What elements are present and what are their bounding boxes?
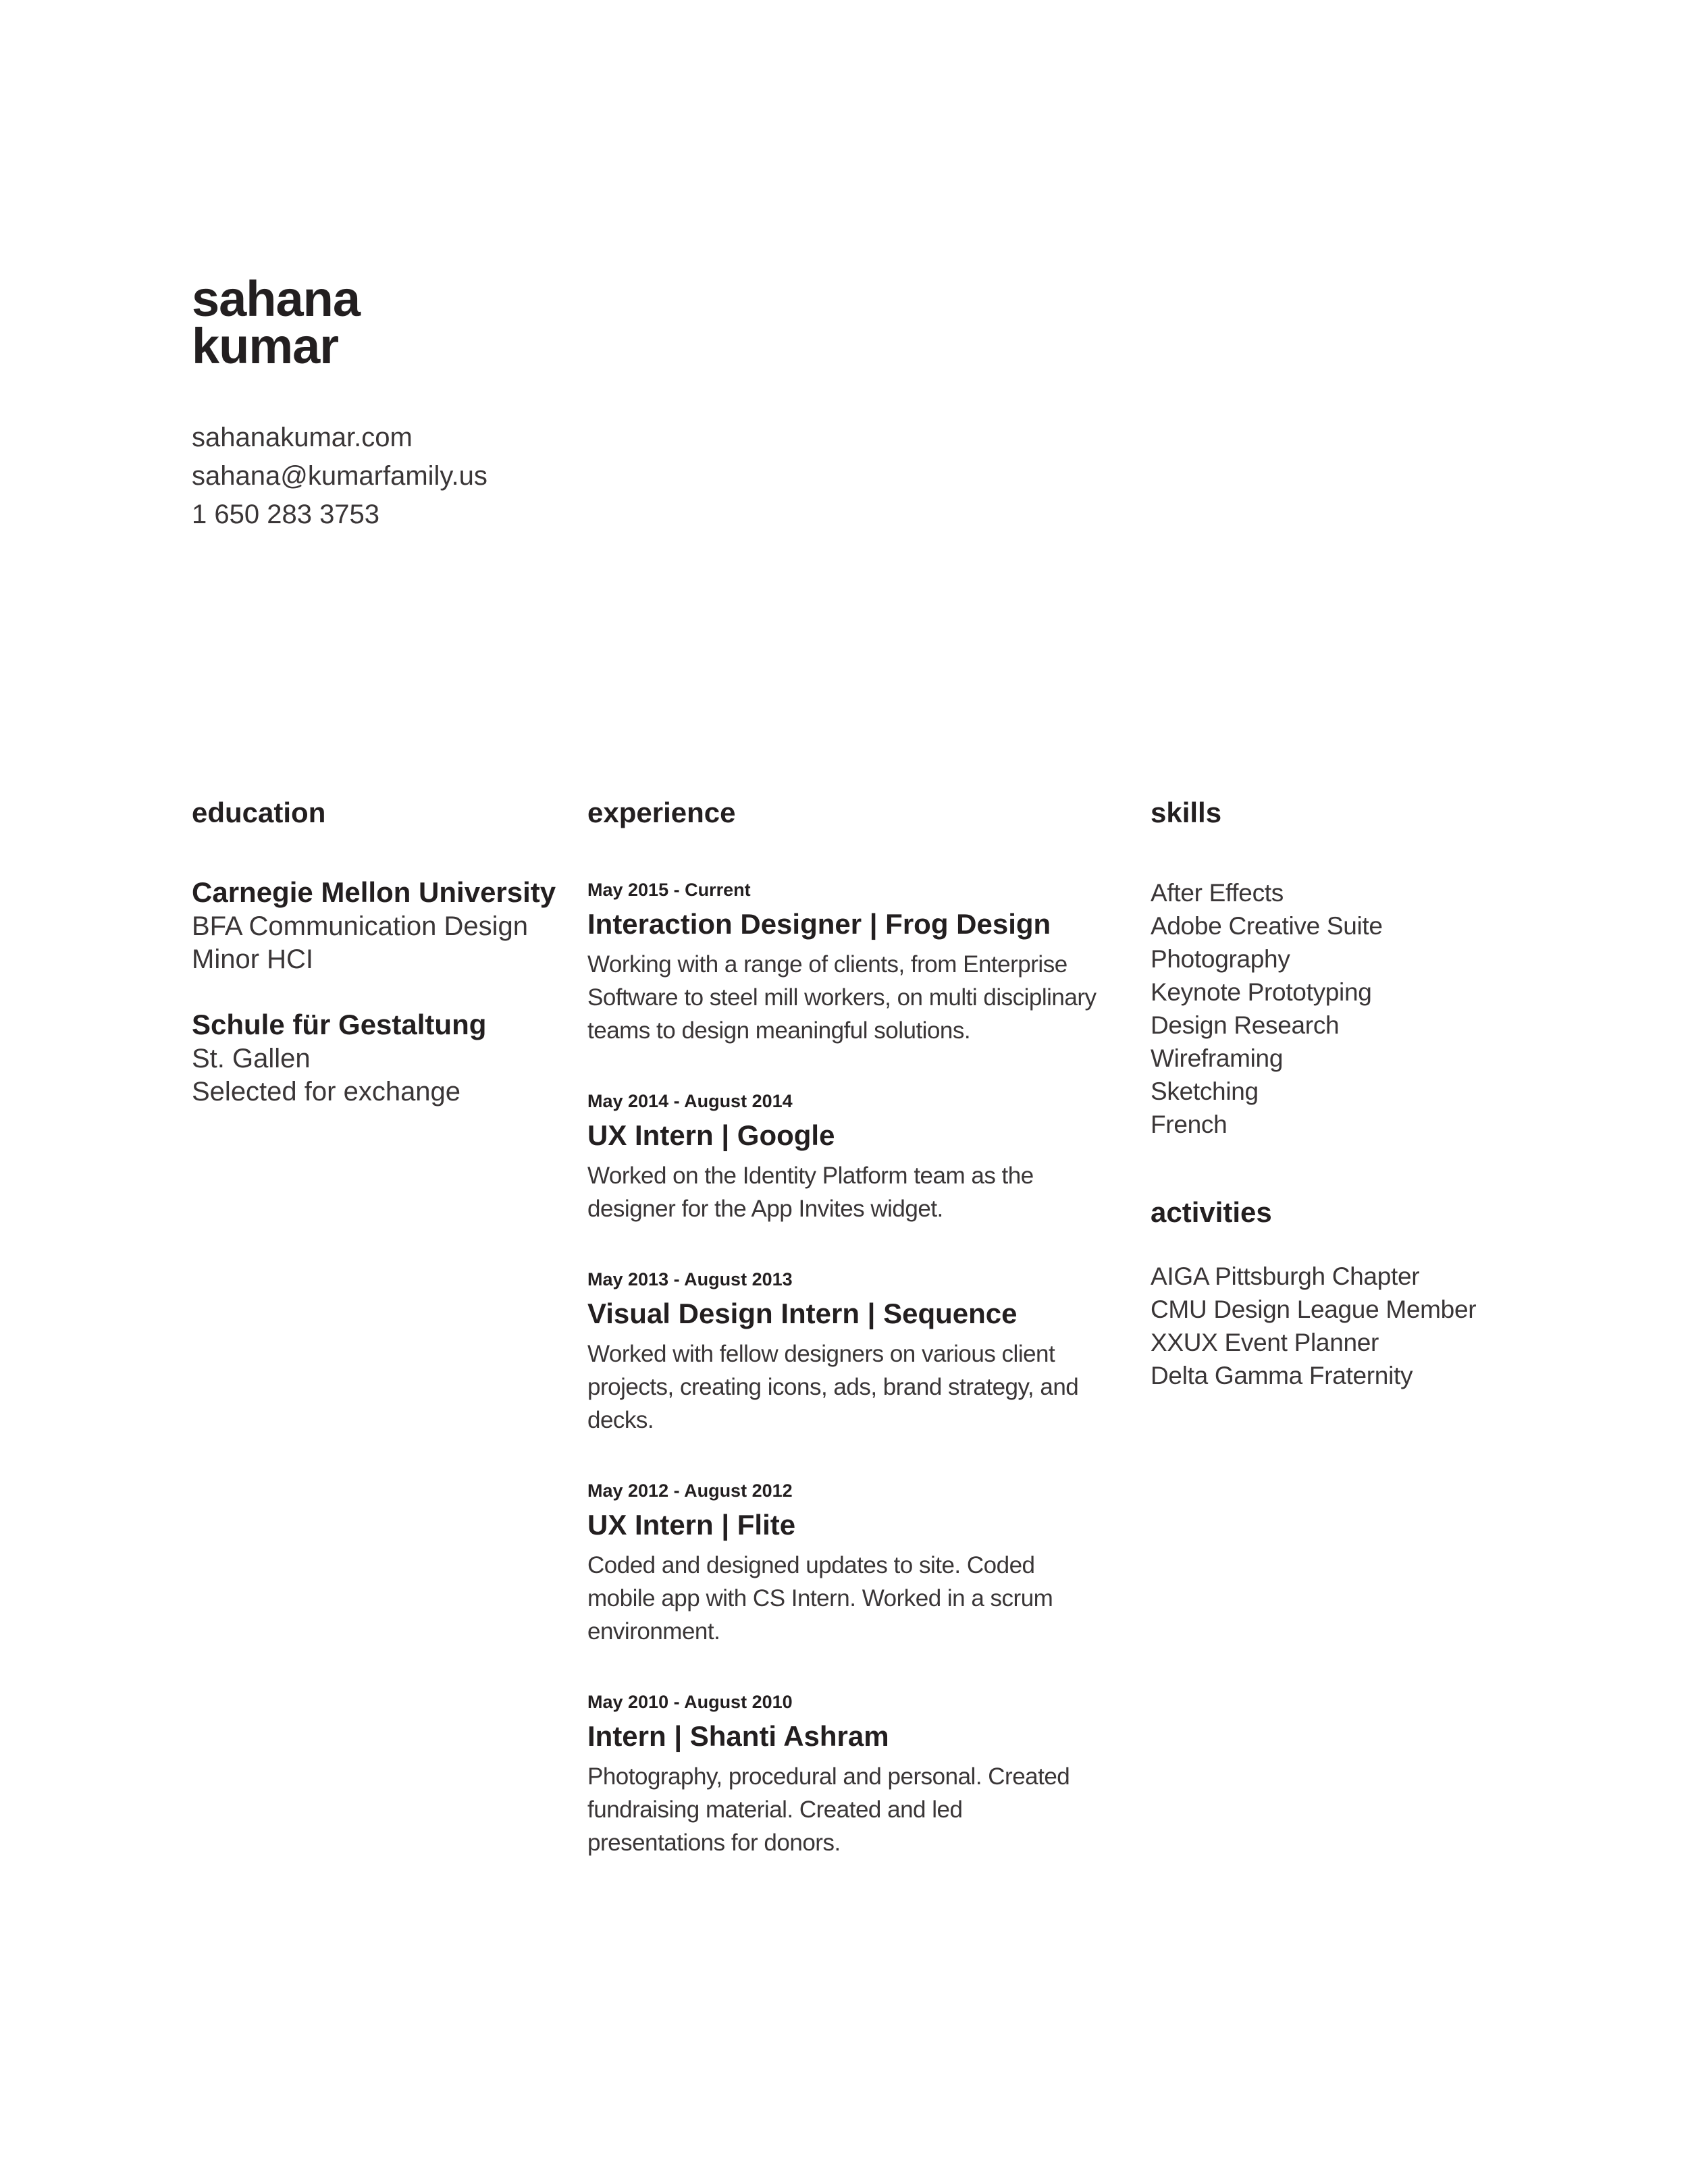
skill-item: French — [1151, 1111, 1228, 1138]
education-column — [192, 875, 556, 1140]
education-heading: education — [192, 797, 326, 828]
skill-item: Wireframing — [1151, 1044, 1284, 1072]
first-name: sahana — [192, 271, 361, 327]
education-entry — [192, 875, 556, 976]
job-date: May 2010 - August 2010 — [587, 1692, 793, 1712]
activity-item: Delta Gamma Fraternity — [1151, 1362, 1413, 1389]
job-date: May 2013 - August 2013 — [587, 1269, 793, 1289]
skill-item: After Effects — [1151, 879, 1284, 907]
contact-block — [192, 419, 487, 534]
job-entry — [587, 1267, 1101, 1437]
job-entry — [587, 1479, 1101, 1648]
job-entry — [587, 1089, 1101, 1225]
job-date: May 2012 - August 2012 — [587, 1481, 793, 1501]
skills-heading: skills — [1151, 797, 1222, 828]
activity-item: AIGA Pittsburgh Chapter — [1151, 1262, 1420, 1290]
job-title: UX Intern | Flite — [587, 1509, 796, 1541]
school-name: Schule für Gestaltung — [192, 1009, 487, 1040]
experience-heading: experience — [587, 797, 736, 828]
activity-item: CMU Design League Member — [1151, 1296, 1477, 1323]
job-entry — [587, 1690, 1101, 1859]
email-link[interactable]: sahana@kumarfamily.us — [192, 461, 487, 491]
last-name: kumar — [192, 318, 339, 374]
activity-item: XXUX Event Planner — [1151, 1329, 1379, 1356]
candidate-name — [192, 271, 361, 374]
degree-line: BFA Communication Design — [192, 911, 529, 941]
job-description: Worked on the Identity Platform team as the designer for the App Invites widget. — [587, 1163, 1034, 1222]
education-entry — [192, 1007, 556, 1109]
degree-line: Selected for exchange — [192, 1077, 461, 1107]
job-description: Worked with fellow designers on various client projects, creating icons, ads, brand strategy, and decks. — [587, 1341, 1079, 1433]
skill-item: Adobe Creative Suite — [1151, 912, 1383, 940]
activities-heading: activities — [1151, 1196, 1272, 1228]
skill-item: Design Research — [1151, 1011, 1340, 1039]
job-description: Working with a range of clients, from Enterprise Software to steel mill workers, on multi disciplinary teams to design meaningful solutions. — [587, 951, 1097, 1044]
website-link[interactable]: sahanakumar.com — [192, 423, 413, 452]
degree-line: St. Gallen — [192, 1044, 311, 1073]
skills-column — [1151, 876, 1556, 1392]
skill-item: Sketching — [1151, 1077, 1259, 1105]
school-name: Carnegie Mellon University — [192, 876, 556, 908]
job-description: Coded and designed updates to site. Coded mobile app with CS Intern. Worked in a scrum environment. — [587, 1552, 1053, 1645]
job-title: UX Intern | Google — [587, 1119, 835, 1151]
job-description: Photography, procedural and personal. Created fundraising material. Created and led presentations for donors. — [587, 1763, 1070, 1856]
job-entry — [587, 878, 1101, 1047]
job-title: Visual Design Intern | Sequence — [587, 1298, 1018, 1329]
skill-item: Keynote Prototyping — [1151, 978, 1372, 1006]
job-date: May 2015 - Current — [587, 880, 751, 900]
job-title: Interaction Designer | Frog Design — [587, 908, 1051, 940]
job-title: Intern | Shanti Ashram — [587, 1720, 889, 1752]
degree-line: Minor HCI — [192, 944, 314, 974]
experience-column — [587, 878, 1101, 1901]
phone-number: 1 650 283 3753 — [192, 500, 380, 529]
skill-item: Photography — [1151, 945, 1290, 973]
job-date: May 2014 - August 2014 — [587, 1091, 793, 1111]
